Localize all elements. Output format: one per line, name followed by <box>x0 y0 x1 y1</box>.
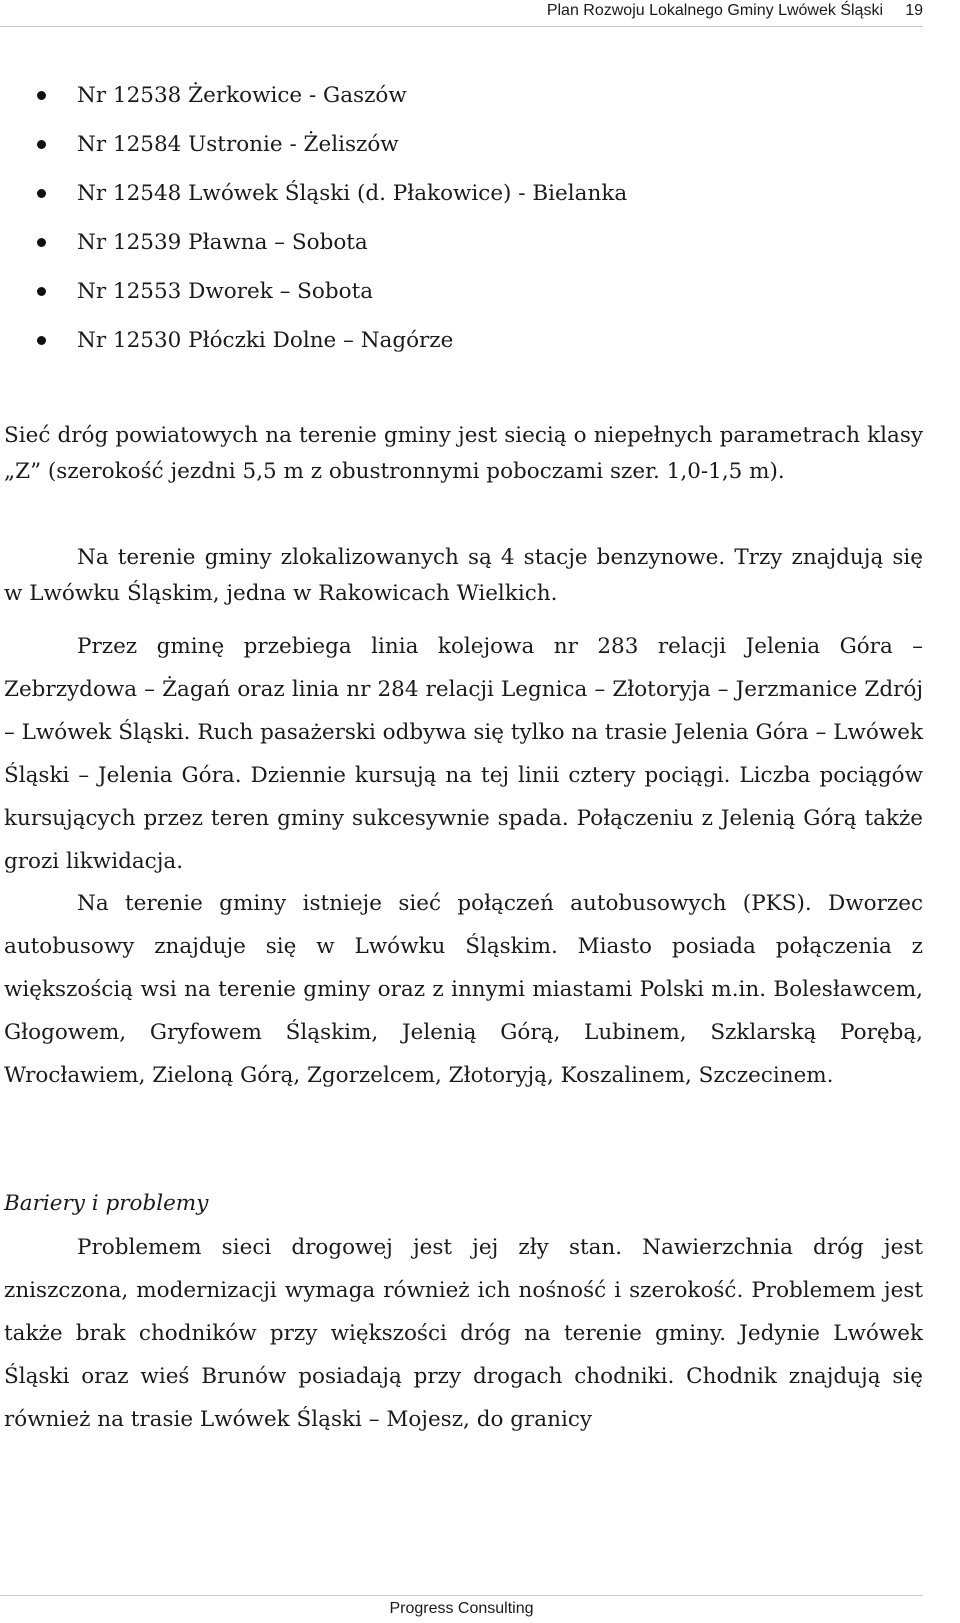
list-item <box>0 323 923 372</box>
bullet-icon <box>37 91 46 100</box>
road-label: Nr 12539 Pławna – Sobota <box>77 230 368 255</box>
road-label: Nr 12530 Płóczki Dolne – Nagórze <box>77 328 454 353</box>
list-item <box>0 78 923 127</box>
bullet-icon <box>37 140 46 149</box>
paragraph-problems: Problemem sieci drogowej jest jej zły stan. Nawierzchnia dróg jest zniszczona, modernizacji wymaga również ich nośność i szerokość. Problemem jest także brak chodników przy większości dróg na terenie gminy. Jedynie Lwówek Śląski oraz wieś Brunów posiadają przy drogach chodniki. Chodnik znajdują się również na trasie Lwówek Śląski – Mojesz, do granicy <box>4 1235 923 1432</box>
list-item <box>0 274 923 323</box>
bullet-icon <box>37 336 46 345</box>
paragraph-district-roads: Sieć dróg powiatowych na terenie gminy jest siecią o niepełnych parametrach klasy „Z” (szerokość jezdni 5,5 m z obustronnymi poboczami szer. 1,0-1,5 m). <box>4 423 923 484</box>
page-number: 19 <box>905 2 923 19</box>
page-footer: Progress Consulting <box>0 1595 923 1623</box>
page-header <box>0 0 923 27</box>
list-item <box>0 176 923 225</box>
paragraph-gas-stations: Na terenie gminy zlokalizowanych są 4 stacje benzynowe. Trzy znajdują się w Lwówku Śląskim, jedna w Rakowicach Wielkich. <box>4 545 923 606</box>
list-item <box>0 225 923 274</box>
road-label: Nr 12548 Lwówek Śląski (d. Płakowice) - Bielanka <box>77 181 628 206</box>
paragraph-bus-connections: Na terenie gminy istnieje sieć połączeń autobusowych (PKS). Dworzec autobusowy znajduje się w Lwówku Śląskim. Miasto posiada połączenia z większością wsi na terenie gminy oraz z innymi miastami Polski m.in. Bolesławcem, Głogowem, Gryfowem Śląskim, Jelenią Górą, Lubinem, Szklarską Porębą, Wrocławiem, Zieloną Górą, Zgorzelcem, Złotoryją, Koszalinem, Szczecinem. <box>4 891 923 1088</box>
list-item <box>0 127 923 176</box>
bullet-icon <box>37 287 46 296</box>
road-label: Nr 12553 Dworek – Sobota <box>77 279 374 304</box>
bullet-icon <box>37 238 46 247</box>
road-list <box>0 78 923 372</box>
road-label: Nr 12538 Żerkowice - Gaszów <box>77 83 407 108</box>
bullet-icon <box>37 189 46 198</box>
paragraph-railway: Przez gminę przebiega linia kolejowa nr 283 relacji Jelenia Góra – Zebrzydowa – Żagań oraz linia nr 284 relacji Legnica – Złotoryja – Jerzmanice Zdrój – Lwówek Śląski. Ruch pasażerski odbywa się tylko na trasie Jelenia Góra – Lwówek Śląski – Jelenia Góra. Dziennie kursują na tej linii cztery pociągi. Liczba pociągów kursujących przez teren gminy sukcesywnie spada. Połączeniu z Jelenią Górą także grozi likwidacja. <box>4 634 923 874</box>
road-label: Nr 12584 Ustronie - Żeliszów <box>77 132 399 157</box>
document-title: Plan Rozwoju Lokalnego Gminy Lwówek Śląski <box>546 2 883 19</box>
section-heading: Bariery i problemy <box>4 1191 209 1216</box>
